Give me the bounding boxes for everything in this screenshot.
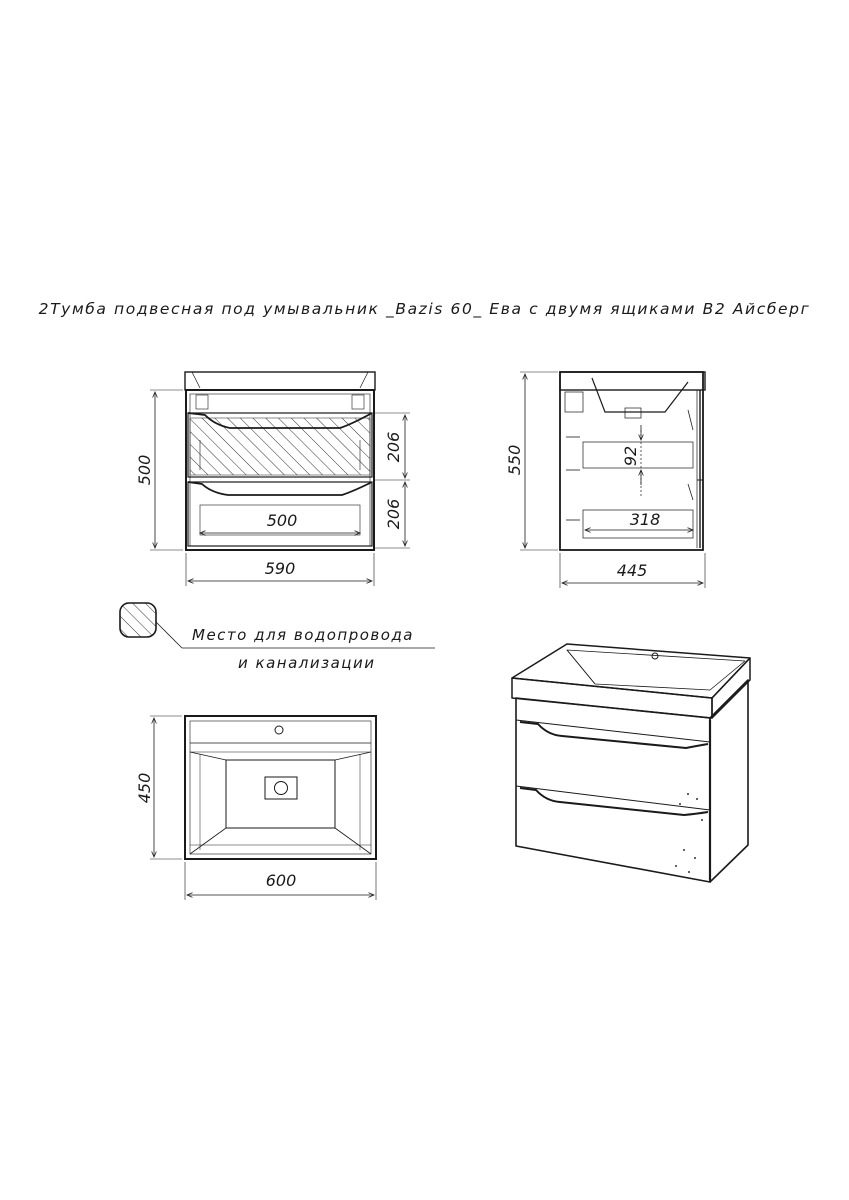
iso-cabinet-side: [710, 680, 748, 882]
top-tap-hole: [275, 726, 283, 734]
front-height-label: 500: [135, 454, 154, 486]
side-basin-profile: [592, 378, 688, 412]
side-gap-label: 92: [621, 445, 640, 467]
side-view: [520, 372, 705, 588]
iso-basin-front: [512, 678, 712, 718]
top-view: [150, 716, 376, 900]
top-width-label: 600: [265, 871, 297, 890]
front-drawer-top-label: 206: [384, 431, 403, 463]
front-width-label: 590: [264, 559, 296, 578]
front-handle-bottom: [188, 482, 372, 495]
iso-handle-top: [520, 722, 708, 748]
side-depth-label: 445: [616, 561, 648, 580]
drawing-title: 2Тумба подвесная под умывальник _Bazis 60_ Ева с двумя ящиками В2 Айсберг: [38, 300, 811, 318]
side-drawer-depth-label: 318: [629, 510, 661, 529]
isometric-view: [512, 644, 750, 882]
top-drain-frame: [265, 777, 297, 799]
top-drain: [275, 782, 288, 795]
top-depth-label: 450: [135, 772, 154, 804]
front-inner-width-label: 500: [266, 511, 298, 530]
hatch-symbol: [120, 603, 156, 637]
top-outline: [185, 716, 376, 859]
front-drawer-bottom-label: 206: [384, 498, 403, 530]
legend-line2: и канализации: [238, 654, 376, 672]
front-view: [150, 372, 410, 586]
side-height-label: 550: [505, 444, 524, 476]
legend-line1: Место для водопровода: [192, 626, 415, 644]
iso-handle-bottom: [520, 788, 708, 815]
front-basin-top: [185, 372, 375, 390]
